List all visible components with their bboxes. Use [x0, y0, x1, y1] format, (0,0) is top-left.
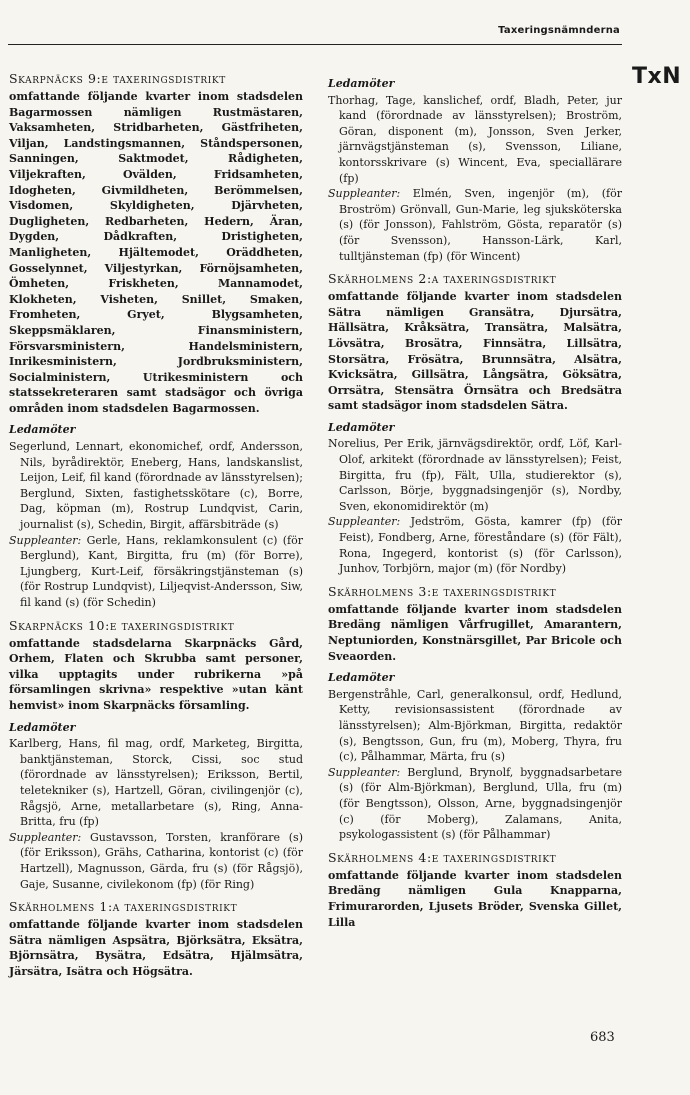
- members-label: Ledamöter: [9, 720, 76, 734]
- running-head: Taxeringsnämnderna: [498, 25, 620, 36]
- district-section-continued: [328, 76, 622, 264]
- deputies-label: Suppleanter:: [328, 765, 401, 779]
- deputies-label: Suppleanter:: [328, 187, 401, 201]
- right-column: [328, 70, 622, 936]
- district-description: omfattande följande kvarter inom stadsdelen Sätra nämligen Aspsätra, Björksätra, Eksätra, Björnsätra, Bysätra, Edsätra, Hjälmsätra, Järsätra, Isätra och Högsätra.: [9, 918, 303, 978]
- district-heading: Skarpnäcks 10:e taxeringsdistrikt: [9, 617, 235, 633]
- members-list: Norelius, Per Erik, järnvägsdirektör, ordf, Löf, Karl-Olof, arkitekt (förordnade av länsstyrelsen); Feist, Birgitta, fru (fp), Fält, Ulla, studierektor (s), Carlsson, Börje, byggnadsingenjör (s), Nordby, Sven, ekonomidirektör (m): [328, 437, 622, 513]
- members-list: Bergenstråhle, Carl, generalkonsul, ordf, Hedlund, Ketty, revisionsassistent (förordnade av länsstyrelsen); Alm-Björkman, Birgitta, redaktör (s), Bengtsson, Gun, fru (m), Moberg, Thyra, fru (c), Pålhammar, Märta, fru (s): [328, 687, 622, 764]
- deputies-list: Suppleanter: Berglund, Brynolf, byggnadsarbetare (s) (för Alm-Björkman), Berglund, Ulla, fru (m) (för Bengtsson), Olsson, Arne, byggnadsingenjör (c) (för Moberg), Zalamans, Anita, psykologassistent (s) (för Pålhammar): [328, 765, 622, 842]
- district-description: omfattande följande kvarter inom stadsdelen Bagarmossen nämligen Rustmästaren, Vaksamheten, Stridbarheten, Gästfriheten, Viljan, Landstingsmannen, Ståndspersonen, Sanningen, Saktmodet, Rådigheten, Viljekraften, Ovälden, Fridsamheten, Idogheten, Givmildheten, Berömmelsen, Visdomen, Skyldigheten, Djärvheten, Dugligheten, Redbarheten, Hedern, Äran, Dygden, Dådkraften, Dristigheten, Manligheten, Hjältemodet, Oräddheten, Gosselynnet, Viljestyrkan, Förnöjsamheten, Ömheten, Friskheten, Mannamodet, Klokheten, Visheten, Snillet, Smaken, Fromheten, Gryet, Blygsamheten, Skeppsmäklaren, Finansministern, Försvarsministern, Handelsministern, Inrikesministern, Jordbruksministern, Socialministern, Utrikesministern och statssekreteraren samt stadsägor och övriga områden inom stadsdelen Bagarmossen.: [9, 90, 303, 415]
- district-section: [9, 898, 303, 979]
- district-heading: Skärholmens 4:e taxeringsdistrikt: [328, 849, 557, 865]
- deputies-list: Suppleanter: Gerle, Hans, reklamkonsulent (c) (för Berglund), Kant, Birgitta, fru (m) (för Borre), Ljungberg, Kurt-Leif, försäkringstjänsteman (s) (för Rostrup Lundqvist), Liljeqvist-Andersson, Siw, fil kand (s) (för Schedin): [9, 533, 303, 609]
- district-description: omfattande följande kvarter inom stadsdelen Bredäng nämligen Gula Knapparna, Frimurarorden, Ljusets Bröder, Svenska Gillet, Lilla: [328, 868, 622, 929]
- left-column: [9, 70, 303, 985]
- header-rule: [8, 44, 622, 45]
- district-section: [328, 270, 622, 577]
- district-section: [328, 849, 622, 930]
- deputies-list: Suppleanter: Elmén, Sven, ingenjör (m), (för Broström) Grönvall, Gun-Marie, leg sjuksköterska (s) (för Jonsson), Fahlström, Gösta, reparatör (s) (för Svensson), Hansson-Lärk, Karl, tulltjänsteman (fp) (för Wincent): [328, 187, 623, 263]
- members-list: Thorhag, Tage, kanslichef, ordf, Bladh, Peter, jur kand (förordnade av länsstyrelsen); Broström, Göran, disponent (m), Jonsson, Sven Jerker, järnvägstjänsteman (s), Svensson, Liliane, kontorsskrivare (s) Wincent, Eva, speciallärare (fp): [328, 93, 622, 185]
- deputies-label: Suppleanter:: [9, 533, 82, 547]
- deputies-list: Suppleanter: Jedström, Gösta, kamrer (fp) (för Feist), Fondberg, Arne, föreståndare (s) (för Fält), Rona, Ingegerd, kontorist (s) (för Carlsson), Junhov, Torbjörn, major (m) (för Nordby): [328, 515, 622, 576]
- district-section: [9, 70, 303, 611]
- deputies-label: Suppleanter:: [328, 515, 401, 529]
- section-tab-label: TxN: [632, 64, 682, 89]
- members-label: Ledamöter: [328, 671, 395, 685]
- page-number: 683: [590, 1030, 615, 1045]
- members-label: Ledamöter: [328, 420, 395, 434]
- deputies-list: Suppleanter: Gustavsson, Torsten, kranförare (s) (för Eriksson), Grähs, Catharina, kontorist (c) (för Hartzell), Magnusson, Gärda, fru (s) (för Rågsjö), Gaje, Susanne, civilekonom (fp) (för Ring): [9, 830, 303, 891]
- district-heading: Skärholmens 2:a taxeringsdistrikt: [328, 271, 557, 287]
- district-section: [9, 617, 303, 893]
- district-section: [328, 583, 622, 843]
- district-description: omfattande följande kvarter inom stadsdelen Bredäng nämligen Vårfrugillet, Amarantern, Neptuniorden, Konstnärsgillet, Par Bricole och Sveaorden.: [328, 602, 622, 663]
- district-description: omfattande stadsdelarna Skarpnäcks Gård, Orhem, Flaten och Skrubba samt personer, vilka upptagits under rubrikerna »på församlingen skrivna» respektive »utan känt hemvist» inom Skarpnäcks församling.: [9, 636, 303, 712]
- district-heading: Skarpnäcks 9:e taxeringsdistrikt: [9, 71, 226, 86]
- members-list: Segerlund, Lennart, ekonomichef, ordf, Andersson, Nils, byrådirektör, Eneberg, Hans, landskanslist, Leijon, Leif, fil kand (förordnade av länsstyrelsen); Berglund, Sixten, fastighetsskötare (c), Borre, Dag, köpman (m), Rostrup Lundqvist, Carin, journalist (s), Schedin, Birgit, affärsbiträde (s): [9, 440, 303, 532]
- members-label: Ledamöter: [328, 77, 395, 90]
- members-label: Ledamöter: [9, 423, 76, 437]
- district-description: omfattande följande kvarter inom stadsdelen Sätra nämligen Gransätra, Djursätra, Hällsätra, Kråksätra, Transätra, Malsätra, Lövsätra, Brosätra, Finnsätra, Lillsätra, Storsätra, Frösätra, Brunnsätra, Alsätra, Kvicksätra, Gillsätra, Långsätra, Göksätra, Orrsätra, Stensätra Örnsätra och Bredsätra samt stadsägor inom stadsdelen Sätra.: [328, 290, 622, 413]
- district-heading: Skärholmens 1:a taxeringsdistrikt: [9, 899, 238, 915]
- deputies-label: Suppleanter:: [9, 830, 82, 844]
- members-list: Karlberg, Hans, fil mag, ordf, Marketeg, Birgitta, banktjänsteman, Storck, Cissi, soc stud (förordnade av länsstyrelsen); Eriksson, Bertil, teletekniker (s), Hartzell, Göran, civilingenjör (c), Rågsjö, Arne, metallarbetare (s), Ring, Anna-Britta, fru (fp): [9, 737, 303, 829]
- district-heading: Skärholmens 3:e taxeringsdistrikt: [328, 583, 557, 599]
